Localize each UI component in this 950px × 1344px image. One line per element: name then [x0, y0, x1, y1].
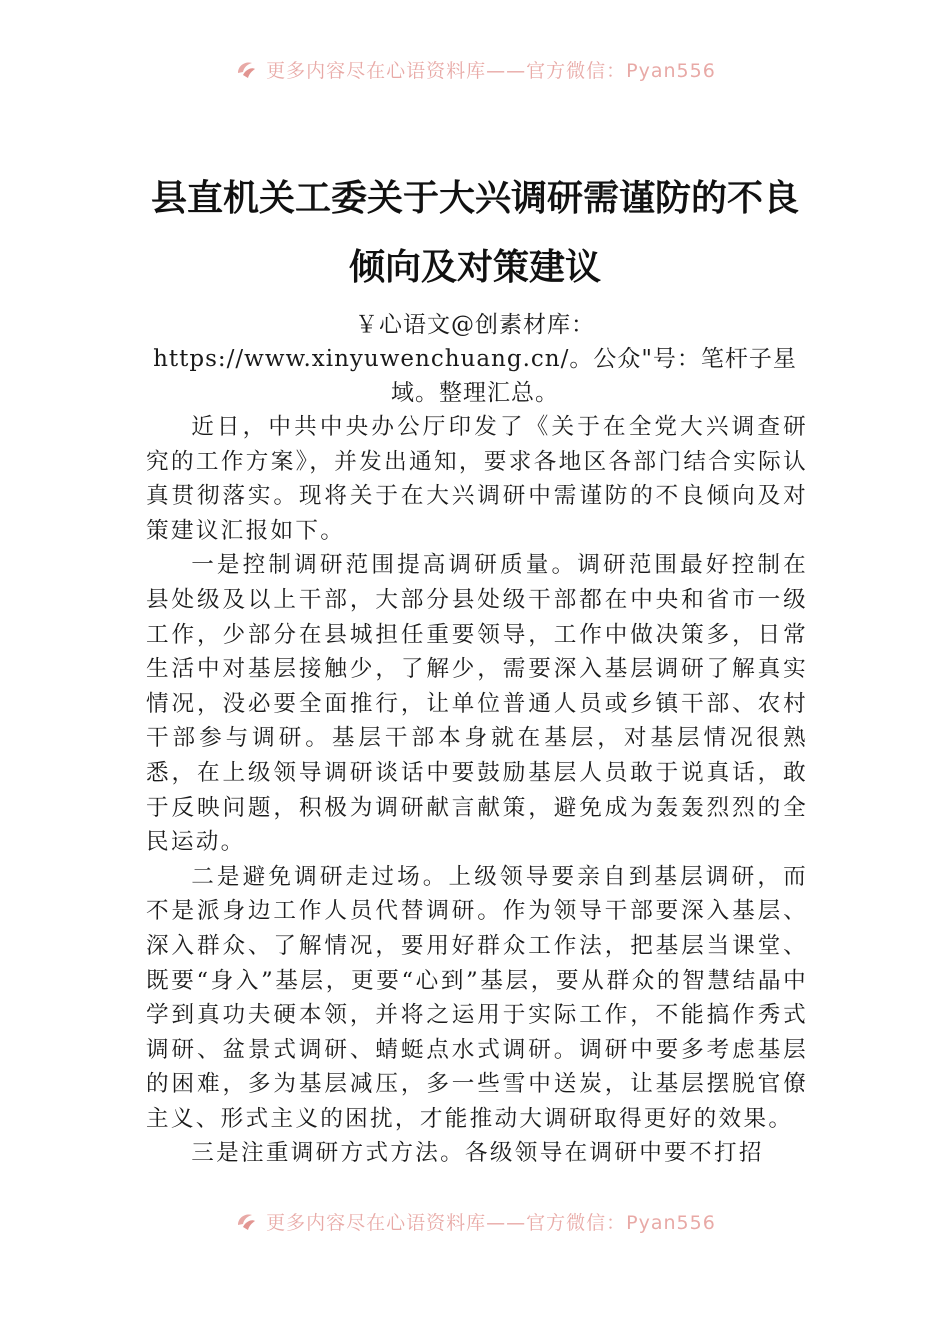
document-title-line-1: 县直机关工委关于大兴调研需谨防的不良 — [150, 177, 799, 219]
watermark-footer — [0, 1206, 950, 1236]
source-note: ￥心语文@创素材库：https://www.xinyuwenchuang.cn/。公众"号：笔杆子星域。整理汇总。 — [153, 312, 797, 406]
document-body — [146, 410, 808, 1171]
watermark-header — [0, 54, 950, 84]
paragraph-point-3: 三是注重调研方式方法。各级领导在调研中要不打招 — [191, 1140, 764, 1167]
brand-logo-icon — [234, 1209, 258, 1233]
paragraph-point-1: 一是控制调研范围提高调研质量。调研范围最好控制在县处级及以上干部，大部分县处级干部都在中央和省市一级工作，少部分在县城担任重要领导，工作中做决策多，日常生活中对基层接触少，了解少，需要深入基层调研了解真实情况，没必要全面推行，让单位普通人员或乡镇干部、农村干部参与调研。基层干部本身就在基层，对基层情况很熟悉，在上级领导调研谈话中要鼓励基层人员敢于说真话，敢于反映问题，积极为调研献言献策，避免成为轰轰烈烈的全民运动。 — [146, 552, 808, 856]
brand-logo-icon — [234, 57, 258, 81]
document-title-line-2: 倾向及对策建议 — [348, 246, 601, 288]
watermark-text: 更多内容尽在心语资料库——官方微信：Pyan556 — [266, 59, 716, 82]
paragraph-point-2: 二是避免调研走过场。上级领导要亲自到基层调研，而不是派身边工作人员代替调研。作为领导干部要深入基层、深入群众、了解情况，要用好群众工作法，把基层当课堂、既要“身入”基层，更要“心到”基层，要从群众的智慧结晶中学到真功夫硬本领，并将之运用于实际工作，不能搞作秀式调研、盆景式调研、蜻蜓点水式调研。调研中要多考虑基层的困难，多为基层减压，多一些雪中送炭，让基层摆脱官僚主义、形式主义的困扰，才能推动大调研取得更好的效果。 — [146, 863, 808, 1132]
watermark-text: 更多内容尽在心语资料库——官方微信：Pyan556 — [266, 1211, 716, 1234]
paragraph-intro: 近日，中共中央办公厅印发了《关于在全党大兴调查研究的工作方案》，并发出通知，要求各地区各部门结合实际认真贯彻落实。现将关于在大兴调研中需谨防的不良倾向及对策建议汇报如下。 — [146, 414, 808, 544]
